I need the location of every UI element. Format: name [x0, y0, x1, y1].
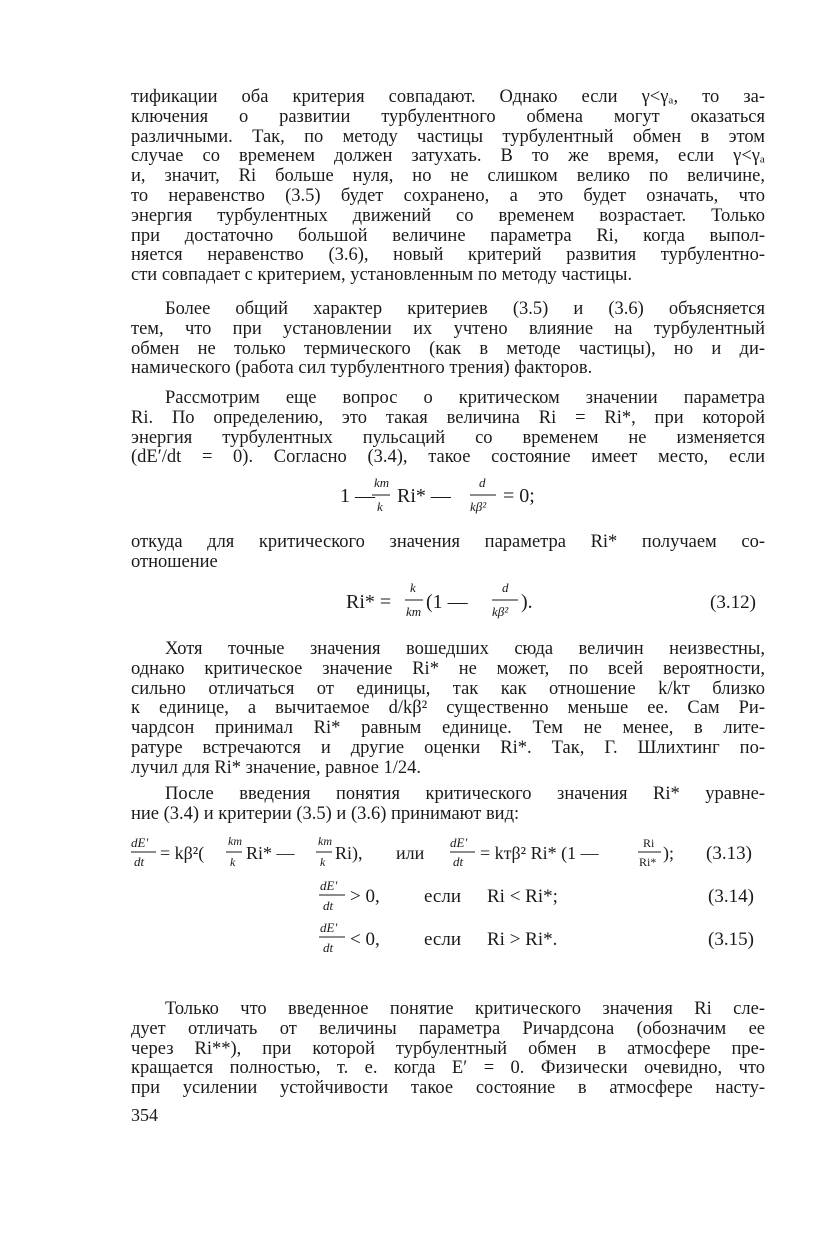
eq-3-13-ri-star: Ri*	[639, 855, 657, 869]
eq-3-15-dt: dt	[323, 940, 334, 955]
text-line: тем, что при установлении их учтено влияние на турбулентный	[131, 319, 765, 339]
text-line: отношение	[131, 552, 218, 572]
eq-3-12-kbeta2: kβ²	[492, 604, 509, 619]
eq-3-13-dt: dt	[134, 854, 145, 869]
eq-3-13-mid2: = kтβ² Ri* (1 —	[480, 843, 599, 863]
eq-3-12-kt: kт	[406, 604, 422, 619]
text-line: при достаточно большой величине параметра Ri, когда выпол-	[131, 226, 765, 246]
eq-3-13-close: );	[663, 843, 674, 863]
paragraph-4	[131, 533, 765, 573]
eq-3-15-cond: Ri > Ri*.	[487, 929, 558, 950]
eq-kt-num: kт	[374, 475, 390, 490]
eq-3-13-mid1: = kβ²(	[160, 843, 205, 863]
text-line: тификации оба критерия совпадают. Однако если γ<γₐ, то за-	[131, 88, 765, 107]
eq-number-3-13: (3.13)	[706, 843, 752, 864]
eq-3-15-rel: < 0,	[350, 929, 380, 950]
text-line: сильно отличаться от единицы, так как отношение k/kт близко	[131, 679, 765, 699]
eq-3-14-dE: dE′	[320, 878, 338, 893]
text-line: к единице, а вычитаемое d/kβ² существенно меньше ее. Сам Ри-	[131, 699, 765, 719]
eq-3-14-rel: > 0,	[350, 886, 380, 907]
text-line: энергия турбулентных движений со временем возрастает. Только	[131, 206, 765, 226]
text-line: однако критическое значение Ri* не может, по всей вероятности,	[131, 659, 765, 679]
eq-3-13-ri: Ri	[643, 836, 655, 850]
eq-3-15-dE: dE′	[320, 920, 338, 935]
eq-3-12-paren: (1 —	[426, 591, 468, 613]
text-line: и, значит, Ri больше нуля, но не слишком велико по величине,	[131, 167, 765, 187]
text-line: кращается полностью, т. е. когда E′ = 0. Физически очевидно, что	[131, 1059, 765, 1079]
text-line: Хотя точные значения вошедших сюда величин неизвестны,	[165, 640, 765, 659]
text-line: различными. Так, по методу частицы турбулентный обмен в этом	[131, 127, 765, 147]
text-line: лучил для Ri* значение, равное 1/24.	[131, 758, 422, 778]
eq-k-den: k	[377, 499, 383, 514]
eq-3-12-lhs: Ri* =	[346, 591, 392, 613]
eq-3-14-dt: dt	[323, 898, 334, 913]
paragraph-1	[131, 88, 765, 286]
eq-3-13-or: или	[396, 843, 425, 863]
eq-3-14-if: если	[424, 886, 461, 907]
eq-equals-zero: = 0;	[503, 485, 535, 507]
eq-3-13-kt2: kт	[318, 834, 332, 848]
eq-3-13-k2: k	[320, 855, 326, 869]
text-line: Рассмотрим еще вопрос о критическом значении параметра	[165, 389, 765, 408]
eq-3-15-if: если	[424, 929, 461, 950]
eq-number-3-14: (3.14)	[708, 886, 754, 907]
text-line: обмен не только термического (как в методе частицы), но и ди-	[131, 339, 765, 359]
text-line: энергия турбулентных пульсаций со временем не изменяется	[131, 428, 765, 448]
text-line: через Ri**), при которой турбулентный обмен в атмосфере пре-	[131, 1039, 765, 1059]
paragraph-7	[131, 1000, 765, 1099]
text-line: при усилении устойчивости такое состояние в атмосфере насту-	[131, 1079, 765, 1099]
eq-3-13-dt2: dt	[453, 854, 464, 869]
eq-3-13-ri-star-minus: Ri* —	[246, 843, 295, 863]
text-line: намического (работа сил турбулентного трения) факторов.	[131, 359, 593, 379]
text-line: ключения о развитии турбулентного обмена могут оказаться	[131, 107, 765, 127]
eq-ri-star: Ri* —	[397, 485, 451, 507]
eq-kbeta2-den: kβ²	[470, 499, 487, 514]
eq-d-num: d	[479, 475, 486, 490]
text-line: няется неравенство (3.6), новый критерий развития турбулентно-	[131, 246, 765, 266]
eq-3-13-ri-close: Ri),	[335, 843, 363, 863]
paragraph-3	[131, 389, 765, 468]
text-line: случае со временем должен затухать. В то же время, если γ<γₐ	[131, 147, 765, 167]
eq-3-12-close: ).	[521, 591, 533, 613]
text-line: сти совпадает с критерием, установленным по методу частицы.	[131, 266, 633, 286]
paragraph-5	[131, 640, 765, 779]
paragraph-6	[131, 785, 765, 825]
eq-3-13-kt: kт	[228, 834, 242, 848]
eq-3-13-dE2: dE′	[450, 835, 468, 850]
eq-3-12-d: d	[502, 580, 509, 595]
eq-3-14-cond: Ri < Ri*;	[487, 886, 558, 907]
eq-3-13-k: k	[230, 855, 236, 869]
text-line: Ri. По определению, это такая величина Ri = Ri*, при которой	[131, 408, 765, 428]
text-line: дует отличать от величины параметра Ричардсона (обозначим ее	[131, 1019, 765, 1039]
text-line: Только что введенное понятие критического значения Ri сле-	[165, 1000, 765, 1019]
text-line: (dE′/dt = 0). Согласно (3.4), такое состояние имеет место, если	[131, 448, 765, 468]
eq-number-3-15: (3.15)	[708, 929, 754, 950]
text-line: ние (3.4) и критерии (3.5) и (3.6) принимают вид:	[131, 804, 520, 824]
page-number: 354	[131, 1105, 158, 1125]
paragraph-2	[131, 300, 765, 379]
text-line: то неравенство (3.5) будет сохранено, а это будет означать, что	[131, 186, 765, 206]
eq-3-12-k: k	[410, 580, 416, 595]
eq-number-3-12: (3.12)	[710, 592, 756, 613]
text-line: ратуре встречаются и другие оценки Ri*. Так, Г. Шлихтинг по-	[131, 738, 765, 758]
text-line: чардсон принимал Ri* равным единице. Тем не менее, в лите-	[131, 719, 765, 739]
eq-3-13-dE: dE′	[131, 835, 149, 850]
text-line: После введения понятия критического значения Ri* уравне-	[165, 785, 765, 804]
text-line: откуда для критического значения параметра Ri* получаем со-	[131, 533, 765, 552]
text-line: Более общий характер критериев (3.5) и (3.6) объясняется	[165, 300, 765, 319]
eq-one: 1 —	[340, 485, 375, 507]
